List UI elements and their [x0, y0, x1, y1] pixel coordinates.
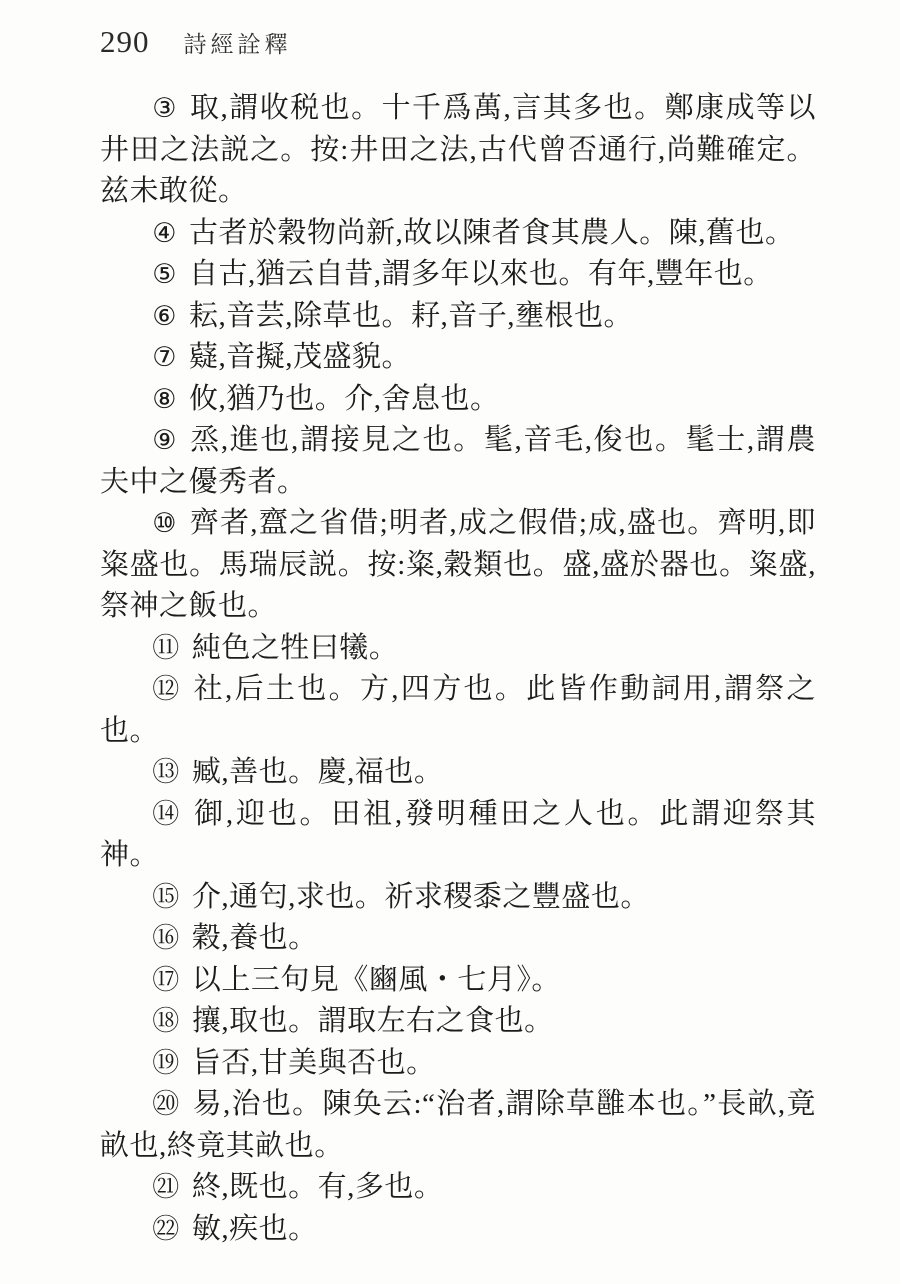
annotation-text: 自古,猶云自昔,謂多年以來也。有年,豐年也。: [189, 258, 773, 290]
annotation-number: ⑦: [152, 342, 177, 373]
annotation-number: ⑫: [152, 674, 182, 705]
annotation-number: ⑲: [152, 1047, 180, 1079]
annotation-text: 齊者,齍之省借;明者,成之假借;成,盛也。齊明,即粢盛也。馬瑞辰説。按:粢,穀類也。盛,盛於器也。粢盛,祭神之飯也。: [100, 507, 816, 622]
annotation-text: 以上三句見《豳風・七月》。: [191, 963, 561, 996]
annotation-text: 耘,音芸,除草也。耔,音子,壅根也。: [189, 299, 634, 332]
annotation-text: 臧,善也。慶,福也。: [191, 756, 444, 788]
annotation-number: ⑥: [152, 300, 177, 332]
annotation-item: [100, 379, 816, 421]
annotation-text: 旨否,甘美與否也。: [191, 1046, 436, 1079]
running-head: [100, 24, 292, 60]
annotation-item: [100, 669, 816, 752]
annotation-item: [100, 752, 816, 794]
annotation-item: [100, 877, 816, 919]
annotation-text: 終,既也。有,多也。: [191, 1171, 444, 1203]
annotation-number: ㉒: [152, 1213, 180, 1245]
annotation-text: 敏,疾也。: [191, 1212, 318, 1245]
annotation-text: 易,治也。陳奂云:“治者,謂除草雝本也。”長畝,竟畝也,終竟其畝也。: [100, 1088, 816, 1162]
annotation-item: [100, 88, 816, 213]
annotation-item: [100, 1167, 816, 1209]
annotation-text: 純色之牲曰犧。: [191, 631, 399, 664]
annotation-number: ⑧: [152, 383, 177, 415]
annotations-block: [100, 88, 816, 1250]
annotation-text: 穀,養也。: [191, 922, 318, 954]
annotation-number: ③: [152, 93, 178, 124]
annotation-text: 御,迎也。田祖,發明種田之人也。此謂迎祭其神。: [100, 797, 816, 871]
annotation-number: ⑤: [152, 259, 177, 290]
annotation-item: [100, 1084, 816, 1167]
annotation-text: 古者於穀物尚新,故以陳者食其農人。陳,舊也。: [189, 216, 795, 249]
annotation-number: ⑳: [152, 1089, 181, 1120]
book-title: 詩經詮釋: [183, 32, 292, 57]
annotation-number: ⑪: [152, 632, 180, 664]
annotation-item: [100, 628, 816, 670]
annotation-item: [100, 213, 816, 255]
annotation-number: ⑱: [152, 1006, 180, 1037]
annotation-item: [100, 960, 816, 1002]
annotation-text: 介,通匄,求也。祈求稷黍之豐盛也。: [191, 880, 650, 913]
annotation-item: [100, 918, 816, 960]
annotation-item: [100, 296, 816, 338]
annotation-number: ⑮: [152, 881, 180, 913]
annotation-item: [100, 794, 816, 877]
annotation-number: ⑬: [152, 757, 180, 788]
annotation-item: [100, 1043, 816, 1085]
annotation-number: ⑨: [152, 425, 179, 456]
annotation-number: ㉑: [152, 1172, 180, 1203]
annotation-number: ⑩: [152, 508, 178, 539]
annotation-item: [100, 503, 816, 628]
annotation-text: 取,謂收税也。十千爲萬,言其多也。鄭康成等以井田之法説之。按:井田之法,古代曾否通行,尚難確定。兹未敢從。: [100, 92, 816, 207]
annotation-item: [100, 1209, 816, 1251]
annotation-item: [100, 337, 816, 379]
annotation-number: ⑯: [152, 923, 180, 954]
annotation-number: ⑰: [152, 964, 180, 996]
annotation-item: [100, 1001, 816, 1043]
annotation-item: [100, 254, 816, 296]
annotation-number: ④: [152, 217, 177, 249]
annotation-text: 社,后土也。方,四方也。此皆作動詞用,謂祭之也。: [100, 673, 816, 747]
annotation-item: [100, 420, 816, 503]
annotation-text: 攘,取也。謂取左右之食也。: [191, 1005, 554, 1037]
annotation-text: 烝,進也,謂接見之也。髦,音毛,俊也。髦士,謂農夫中之優秀者。: [100, 424, 816, 498]
page-number: 290: [100, 24, 150, 59]
annotation-text: 薿,音擬,茂盛貌。: [189, 341, 412, 373]
annotation-text: 攸,猶乃也。介,舍息也。: [189, 382, 500, 415]
annotation-number: ⑭: [152, 798, 182, 830]
